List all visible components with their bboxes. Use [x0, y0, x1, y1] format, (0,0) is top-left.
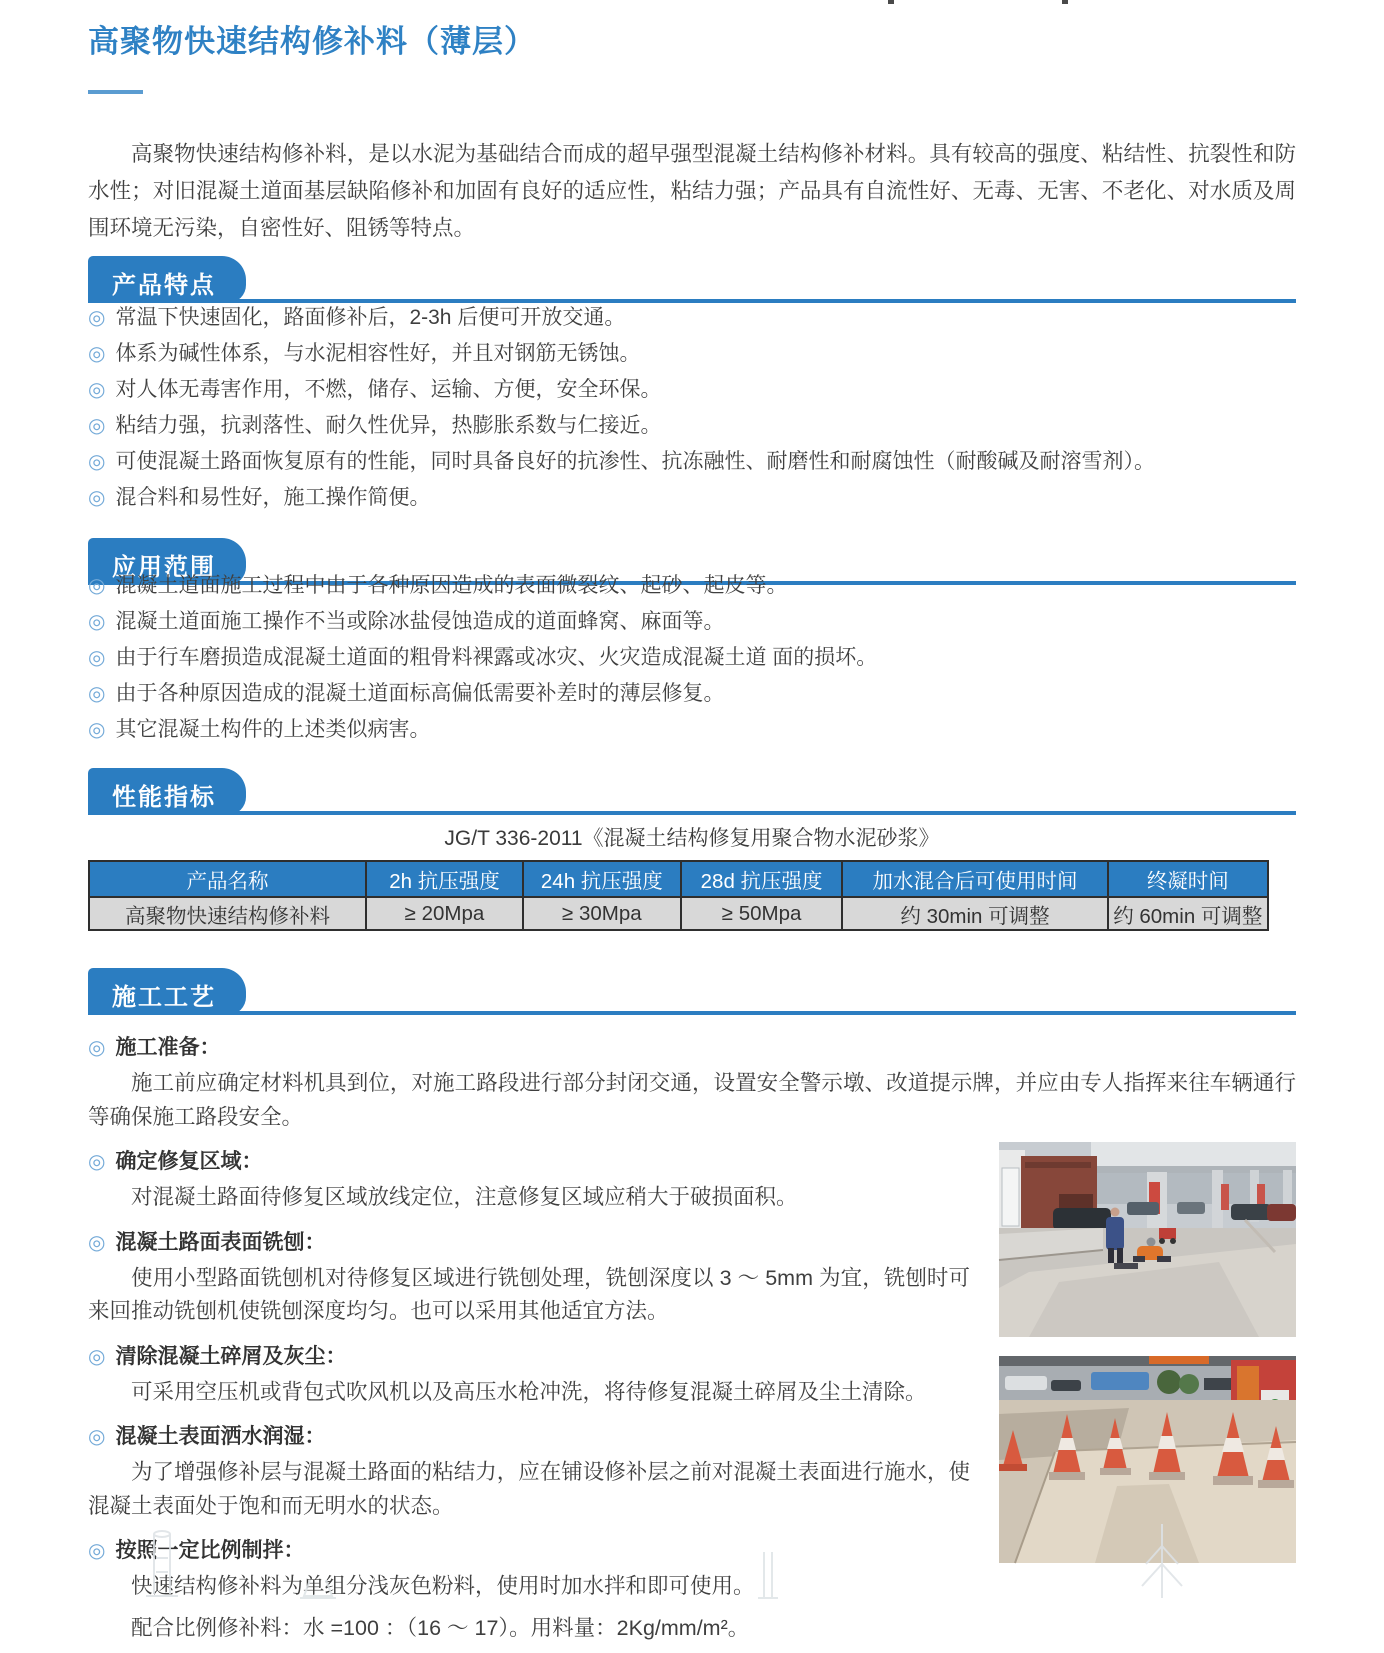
list-item	[88, 682, 1296, 706]
step-title-text: 混凝土路面表面铣刨：	[115, 1230, 326, 1254]
section-header-features	[88, 256, 1296, 303]
bullet-ring-icon: ◎	[88, 307, 106, 329]
list-item-text: 对人体无毒害作用，不燃，储存、运输、方便，安全环保。	[115, 378, 662, 401]
page-title: 高聚物快速结构修补料（薄层）	[88, 24, 536, 59]
list-item	[88, 610, 1296, 634]
bullet-ring-icon: ◎	[88, 379, 106, 401]
watermark-tree-sketch	[1132, 1524, 1192, 1600]
list-item	[88, 486, 1296, 510]
step-title-text: 清除混凝土碎屑及灰尘：	[115, 1344, 347, 1368]
table-header-cell: 2h 抗压强度	[366, 861, 523, 897]
process-step	[88, 1033, 1296, 1134]
table-cell: ≥ 30Mpa	[523, 897, 681, 930]
bullet-ring-icon: ◎	[88, 343, 106, 365]
table-cell: 约 60min 可调整	[1108, 897, 1268, 930]
table-header-cell: 28d 抗压强度	[681, 861, 843, 897]
bullet-ring-icon: ◎	[88, 611, 106, 633]
list-item	[88, 414, 1296, 438]
table-cell: 高聚物快速结构修补料	[89, 897, 366, 930]
list-item	[88, 574, 1296, 598]
table-header-row	[89, 861, 1268, 897]
table-header-cell: 加水混合后可使用时间	[842, 861, 1107, 897]
bullet-ring-icon: ◎	[88, 1037, 106, 1059]
list-item-text: 混合料和易性好，施工操作简便。	[115, 486, 431, 509]
standard-caption: JG/T 336-2011《混凝土结构修复用聚合物水泥砂浆》	[444, 827, 940, 850]
bullet-ring-icon: ◎	[88, 647, 106, 669]
bullet-ring-icon: ◎	[88, 1426, 106, 1448]
repair-work-photo	[999, 1142, 1296, 1342]
watermark-flask-sketch	[296, 1580, 340, 1600]
table-header-cell: 产品名称	[89, 861, 366, 897]
watermark-glassware-sketch	[140, 1528, 200, 1600]
page-edge-mark	[1062, 0, 1068, 4]
bullet-ring-icon: ◎	[88, 683, 106, 705]
list-item	[88, 306, 1296, 330]
section-rule	[88, 299, 1296, 303]
bullet-ring-icon: ◎	[88, 1345, 106, 1368]
list-item	[88, 450, 1296, 474]
section-rule	[88, 1011, 1296, 1015]
section-tab: 施工工艺	[88, 968, 246, 1015]
step-body-text: 使用小型路面铣刨机对待修复区域进行铣刨处理，铣刨深度以 3 ～ 5mm 为宜，铣刨时可来回推动铣刨机使铣刨深度均匀。也可以采用其他适宜方法。	[88, 1265, 970, 1323]
list-item	[88, 342, 1296, 366]
list-item-text: 常温下快速固化，路面修补后，2-3h 后便可开放交通。	[115, 306, 626, 329]
bullet-ring-icon: ◎	[88, 451, 106, 473]
list-item-text: 可使混凝土路面恢复原有的性能，同时具备良好的抗渗性、抗冻融性、耐磨性和耐腐蚀性（耐酸碱及耐溶雪剂）。	[115, 450, 1155, 473]
list-item	[88, 646, 1296, 670]
section-header-performance	[88, 768, 1296, 815]
step-title-text: 确定修复区域：	[115, 1150, 263, 1173]
list-item-text: 混凝土道面施工过程中由于各种原因造成的表面微裂纹、起砂、起皮等。	[115, 574, 788, 597]
bullet-ring-icon: ◎	[88, 1231, 106, 1254]
step-title-text: 按照一定比例制拌：	[115, 1539, 305, 1562]
bullet-ring-icon: ◎	[88, 719, 106, 741]
section-rule	[88, 811, 1296, 815]
table-row	[89, 897, 1268, 930]
step-body-text: 配合比例修补料：水 =100 ：（16 ～ 17）。用料量：2Kg/mm/m²。	[131, 1615, 750, 1640]
step-body-text: 施工前应确定材料机具到位，对施工路段进行部分封闭交通，设置安全警示墩、改道提示牌，并应由专人指挥来往车辆通行等确保施工路段安全。	[88, 1071, 1296, 1129]
bullet-ring-icon: ◎	[88, 415, 106, 437]
step-title-text: 施工准备：	[115, 1036, 221, 1059]
list-item-text: 由于各种原因造成的混凝土道面标高偏低需要补差时的薄层修复。	[115, 682, 725, 705]
section-tab: 产品特点	[88, 256, 246, 303]
step-body-text: 为了增强修补层与混凝土路面的粘结力，应在铺设修补层之前对混凝土表面进行施水，使混凝土表面处于饱和而无明水的状态。	[88, 1460, 970, 1518]
table-cell: ≥ 20Mpa	[366, 897, 523, 930]
list-item-text: 其它混凝土构件的上述类似病害。	[115, 718, 431, 741]
watermark-bottle-sketch	[748, 1552, 788, 1600]
step-body-text: 对混凝土路面待修复区域放线定位，注意修复区域应稍大于破损面积。	[131, 1185, 798, 1209]
bullet-ring-icon: ◎	[88, 575, 106, 597]
step-body-text: 快速结构修补料为单组分浅灰色粉料，使用时加水拌和即可使用。	[131, 1574, 755, 1598]
list-item-text: 体系为碱性体系，与水泥相容性好，并且对钢筋无锈蚀。	[115, 342, 641, 365]
performance-table	[88, 860, 1269, 931]
bullet-ring-icon: ◎	[88, 1540, 106, 1562]
process-photos	[984, 1142, 1296, 1558]
table-cell: ≥ 50Mpa	[681, 897, 843, 930]
bullet-ring-icon: ◎	[88, 1151, 106, 1173]
section-header-process	[88, 968, 1296, 1015]
features-list	[88, 306, 1296, 522]
step-title-text: 混凝土表面洒水润湿：	[115, 1425, 326, 1448]
intro-paragraph: 高聚物快速结构修补料，是以水泥为基础结合而成的超早强型混凝土结构修补材料。具有较高的强度、粘结性、抗裂性和防水性；对旧混凝土道面基层缺陷修补和加固有良好的适应性，粘结力强；产品具有自流性好、无毒、无害、不老化、对水质及周围环境无污染，自密性好、阻锈等特点。	[88, 142, 1296, 240]
table-header-cell: 24h 抗压强度	[523, 861, 681, 897]
table-header-cell: 终凝时间	[1108, 861, 1268, 897]
table-cell: 约 30min 可调整	[842, 897, 1107, 930]
list-item-text: 混凝土道面施工操作不当或除冰盐侵蚀造成的道面蜂窝、麻面等。	[115, 610, 725, 633]
list-item-text: 粘结力强，抗剥落性、耐久性优异，热膨胀系数与仁接近。	[115, 414, 662, 437]
step-body-text: 可采用空压机或背包式吹风机以及高压水枪冲洗，将待修复混凝土碎屑及尘土清除。	[131, 1379, 927, 1404]
list-item-text: 由于行车磨损造成混凝土道面的粗骨料裸露或冰灾、火灾造成混凝土道 面的损坏。	[115, 646, 878, 669]
title-underline	[88, 90, 143, 94]
page-edge-mark	[888, 0, 894, 4]
list-item	[88, 718, 1296, 742]
applications-list	[88, 574, 1296, 754]
bullet-ring-icon: ◎	[88, 487, 106, 509]
process-content	[88, 1020, 1296, 1653]
section-tab: 应用范围	[88, 538, 246, 585]
section-tab: 性能指标	[88, 768, 246, 815]
list-item	[88, 378, 1296, 402]
